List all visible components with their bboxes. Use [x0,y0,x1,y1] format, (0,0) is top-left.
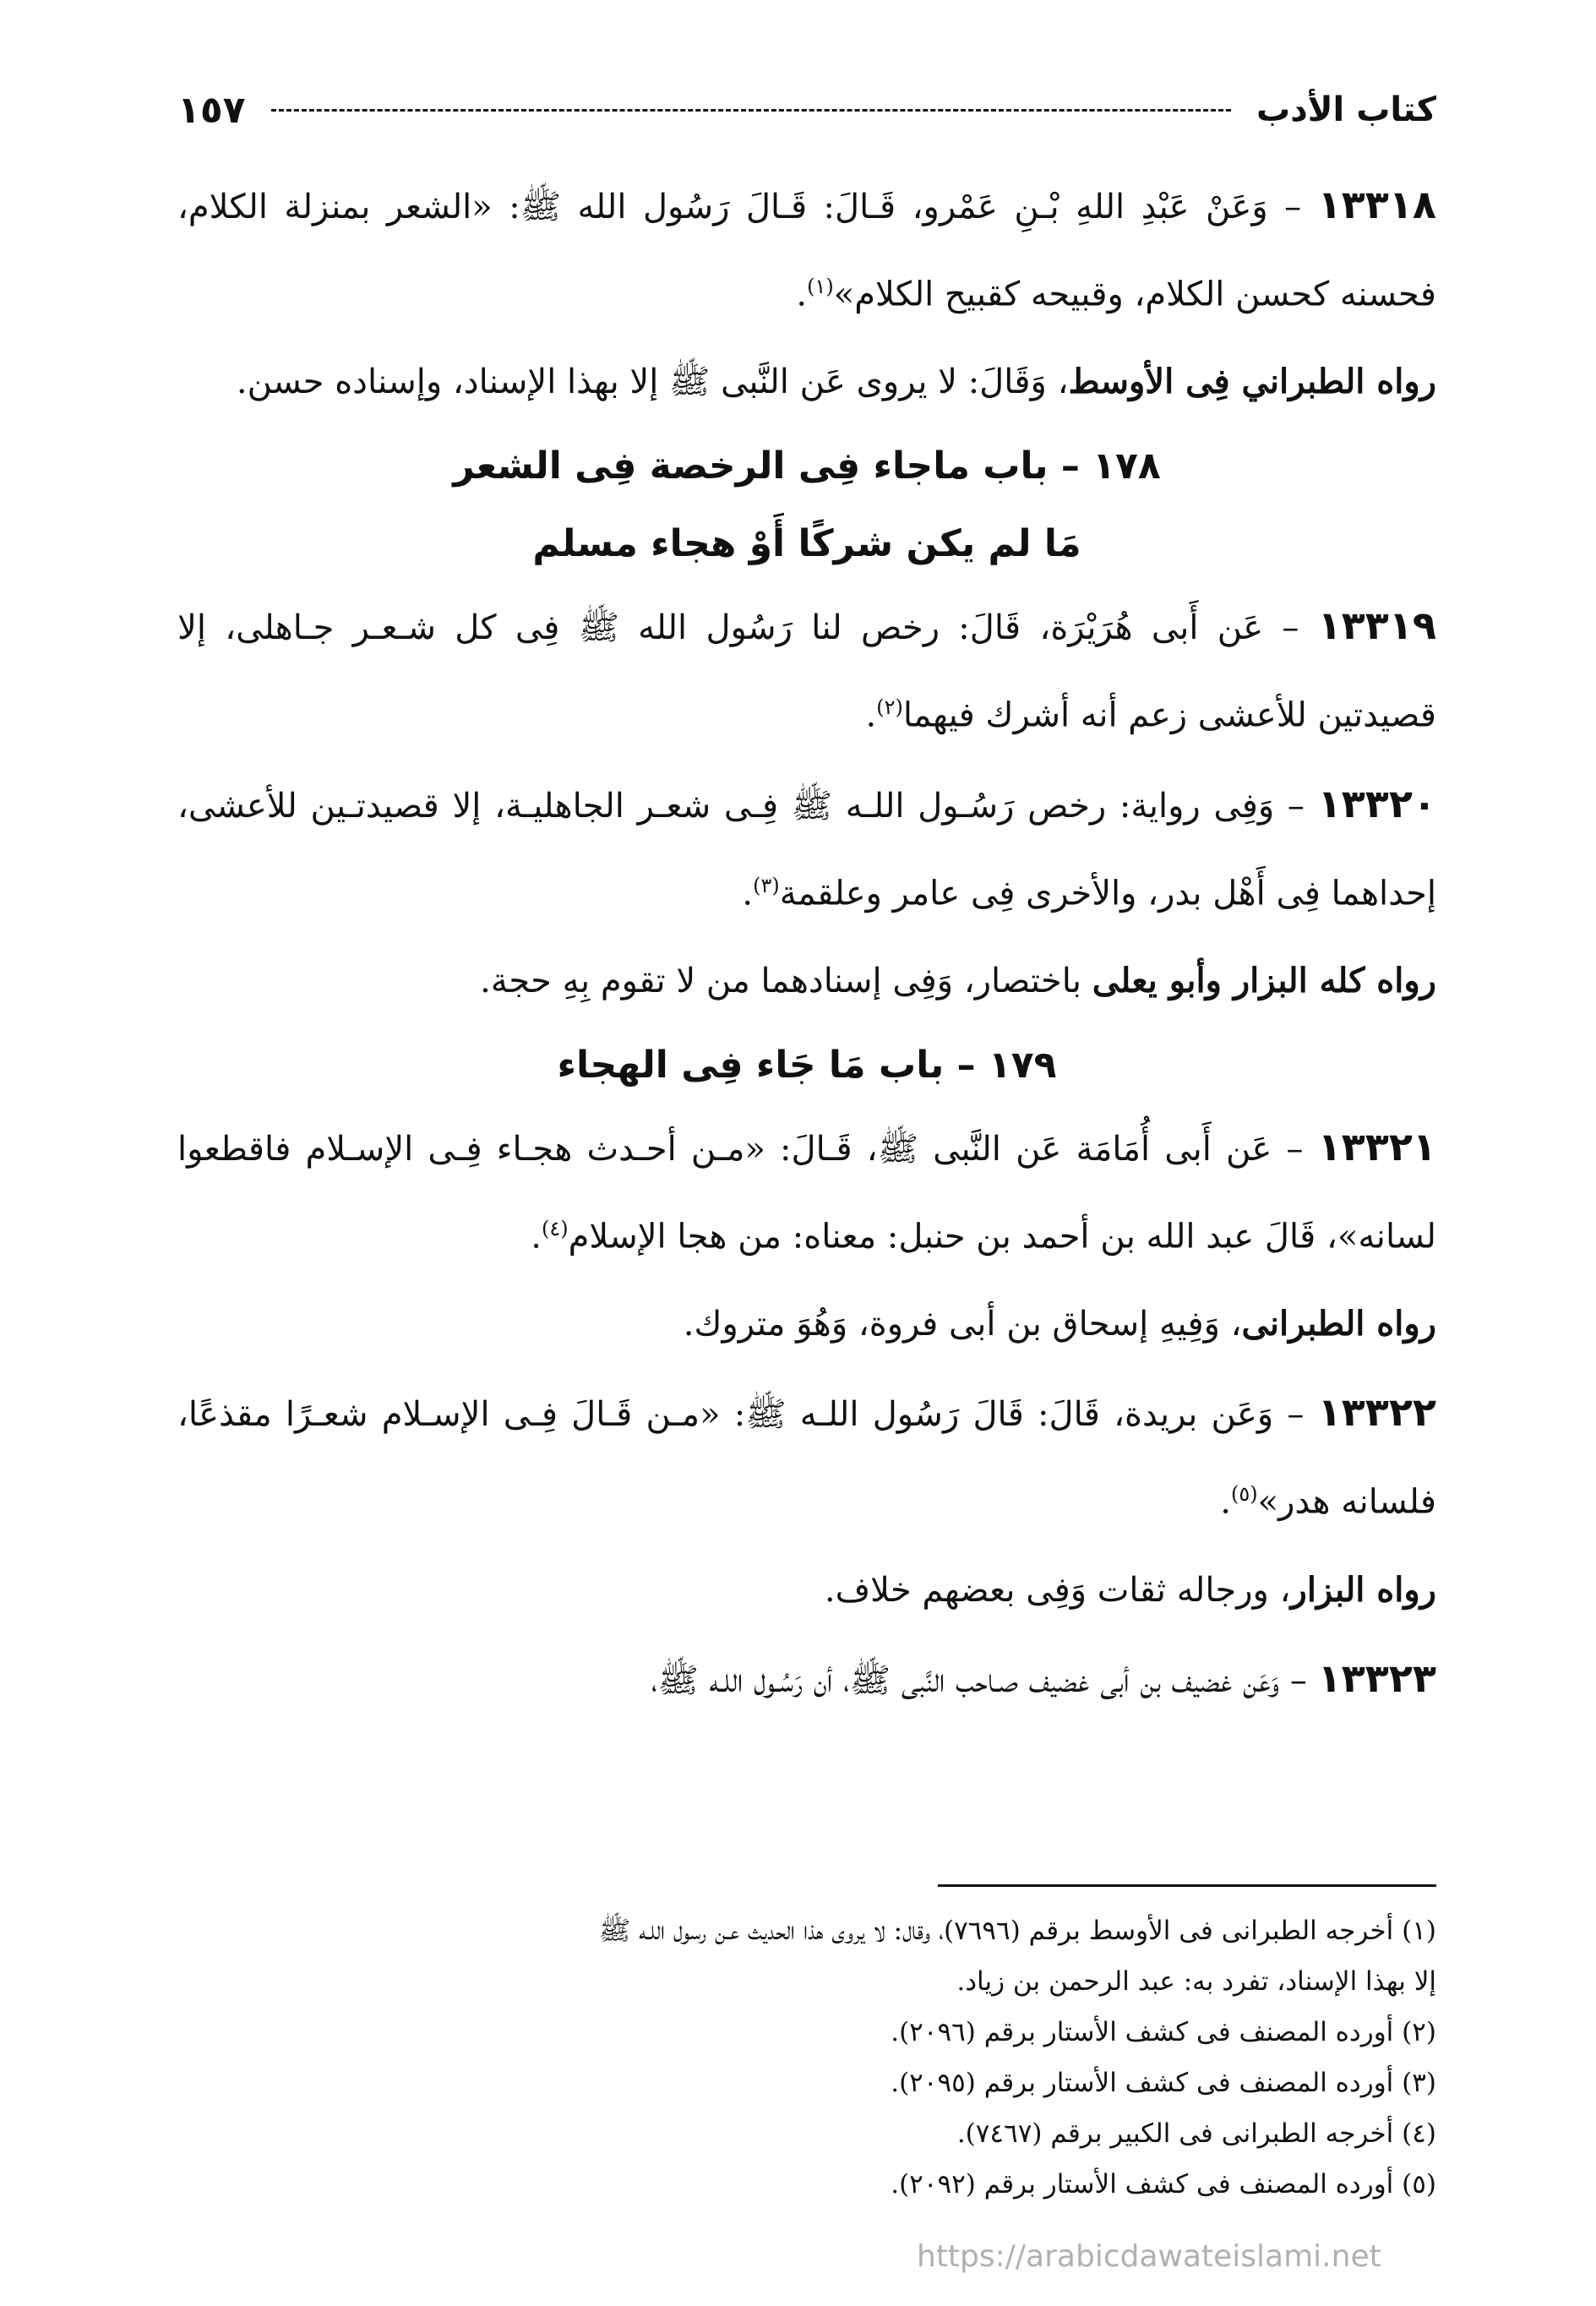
hadith-text: – وَعَنْ عَبْدِ اللهِ بْـنِ عَمْرو، قَـالَ: قَـالَ رَسُول الله ﷺ: «الشعر بمنزلة الكلام، فحسنه كحسن الكلام، وقبيحه كقبيح الكلام» [177,188,1436,314]
hadith-13320 [177,764,1436,933]
footnote-1-line-1: (١) أخرجه الطبرانى فى الأوسط برقم (٧٦٩٦)، وقال: لا يروى هذا الحديث عـن رسول اللـه ﷺ [598,1916,1436,1946]
source-reference: رواه الطبراني فِى الأوسط [1068,362,1436,402]
footnote-1 [177,1905,1436,2007]
hadith-number: ١٣٣٢٠ [1317,780,1436,826]
watermark-url: https://arabicdawateislami.net [917,2239,1381,2274]
hadith-text-end: . [1220,1482,1231,1522]
footnote-3: (٣) أورده المصنف فى كشف الأستار برقم (٢٠٩٥). [891,2068,1436,2098]
hadith-13322 [177,1372,1436,1541]
chapter-heading-179: ١٧٩ – باب مَا جَاء فِى الهجاء [557,1043,1057,1087]
chapter-heading-178: ١٧٨ – باب ماجاء فِى الرخصة فِى الشعر [453,444,1161,488]
source-text: ، ورجاله ثقات وَفِى بعضهم خلاف. [824,1570,1291,1610]
source-text: باختصار، وَفِى إسنادهما من لا تقوم بِهِ حجة. [480,961,1092,1000]
source-reference: رواه كله البزار وأبو يعلى [1092,960,1436,1000]
hadith-text-end: . [865,695,877,735]
hadith-text: – وَفِى رواية: رخص رَسُـول اللـه ﷺ فِـى شعـر الجاهليـة، إلا قصيدتـين للأعشى، إحداهما فِى أَهْل بدر، والأخرى فِى عامر وعلقمة [177,786,1436,913]
footnote-separator [938,1884,1436,1887]
source-reference: رواه البزار [1290,1569,1436,1610]
book-title: كتاب الأدب [1256,90,1436,129]
source-note [177,941,1436,1021]
footnote-marker: (١) [807,275,834,298]
page-number: ١٥٧ [177,88,246,132]
footnote-marker: (٥) [1230,1482,1258,1507]
hadith-13321 [177,1107,1436,1276]
header-dash-line [271,109,1231,112]
source-text: ، وَقَالَ: لا يروى عَن النَّبى ﷺ إلا بهذا الإسناد، وإسناده حسن. [236,363,1069,402]
hadith-number: ١٣٣٢٣ [1317,1655,1436,1701]
footnotes [177,1905,1436,2210]
main-text [177,165,1436,1729]
hadith-number: ١٣٣١٩ [1317,602,1436,649]
hadith-text: – وَعَن بريدة، قَالَ: قَالَ رَسُول اللـه ﷺ: «مـن قَـالَ فِـى الإسـلام شعـرًا مقذعًا، فلسانه هدر» [177,1395,1436,1522]
footnote-1-line-2: إلا بهذا الإسناد، تفرد به: عبد الرحمن بن زياد. [956,1966,1436,1997]
hadith-text: – عَن أَبى هُرَيْرَة، قَالَ: رخص لنا رَسُول الله ﷺ فِى كل شـعـر جـاهلى، إلا قصيدتين للأعشى زعم أنه أشرك فيهما [177,608,1436,735]
running-header [177,76,1436,144]
hadith-13319 [177,586,1436,755]
hadith-text-end: . [531,1217,542,1257]
footnote-marker: (٢) [876,695,903,720]
footnote-4: (٤) أخرجه الطبرانى فى الكبير برقم (٧٤٦٧). [956,2118,1436,2149]
footnote-2: (٢) أورده المصنف فى كشف الأستار برقم (٢٠٩٦). [891,2017,1436,2047]
footnote-marker: (٣) [753,873,780,897]
chapter-subheading-178: مَا لم يكن شركًا أَوْ هجاء مسلم [532,522,1081,566]
hadith-13318 [177,165,1436,334]
source-reference: رواه الطبرانى [1241,1304,1436,1344]
hadith-text: – وَعَن غضيف بن أبى غضيف صـاحب النَّبى ﷺ، أن رَسُـول اللـه ﷺ، [651,1660,1318,1700]
book-page [177,51,1436,2281]
hadith-number: ١٣٣٢١ [1317,1123,1436,1169]
hadith-13323 [177,1638,1436,1720]
source-note [177,1551,1436,1630]
source-note [177,1284,1436,1364]
footnote-marker: (٤) [541,1216,569,1240]
source-text: ، وَفِيهِ إسحاق بن أبى فروة، وَهُوَ متروك. [683,1305,1242,1344]
hadith-text-end: . [796,275,808,314]
hadith-text-end: . [742,873,754,913]
hadith-number: ١٣٣١٨ [1317,182,1436,227]
hadith-number: ١٣٣٢٢ [1317,1389,1436,1436]
hadith-text: – عَن أَبى أُمَامَة عَن النَّبى ﷺ، قَـالَ: «مـن أحـدث هجـاء فِـى الإسـلام فاقطعوا لسانه»، قَالَ عبد الله بن أحمد بن حنبل: معناه: من هجا الإسلام [177,1129,1436,1257]
footnote-5: (٥) أورده المصنف فى كشف الأستار برقم (٢٠٩٢). [891,2169,1436,2200]
source-note [177,342,1436,422]
